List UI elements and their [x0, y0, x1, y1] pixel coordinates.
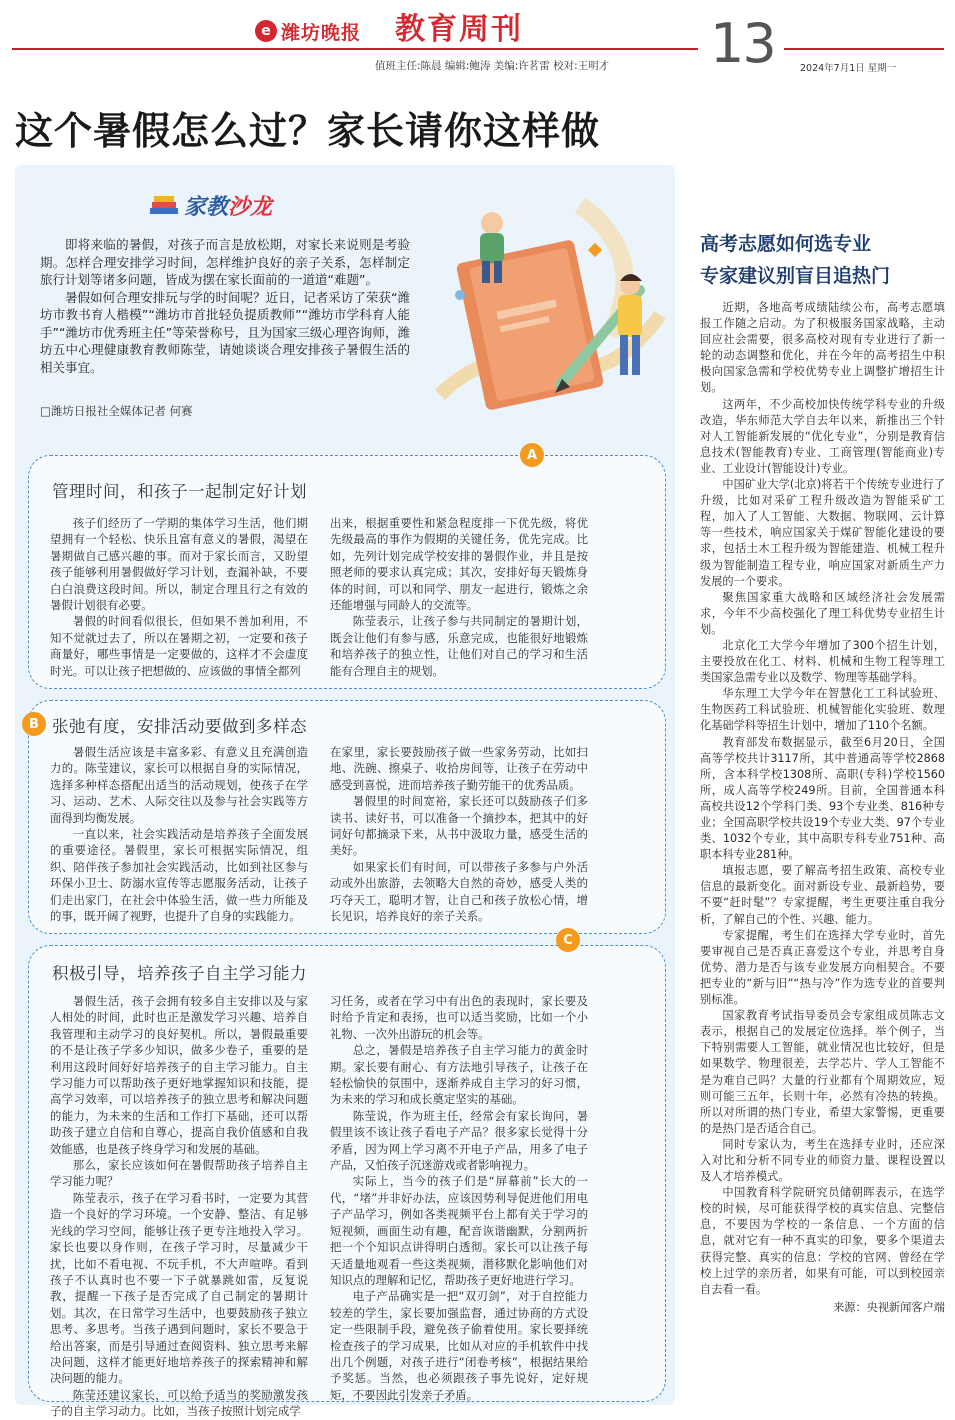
- section-c-columns: [50, 993, 588, 1420]
- newspaper-logo: [255, 16, 361, 46]
- sidebar-title-line-1: 高考志愿如何选专业: [700, 233, 872, 255]
- section-name: 教育周刊: [395, 12, 523, 47]
- issue-date: 2024年7月1日 星期一: [800, 63, 897, 74]
- intro-paragraph: 即将来临的暑假，对孩子而言是放松期，对家长来说则是考验期。怎样合理安排学习时间，怎样维护良好的亲子关系，怎样制定旅行计划等诸多问题，皆成为摆在家长面前的一道道“难题”。: [40, 237, 410, 287]
- section-c-title: 积极引导，培养孩子自主学习能力: [52, 964, 307, 983]
- sidebar-source: 来源：央视新闻客户端: [833, 1300, 945, 1314]
- column-tag: [150, 190, 272, 221]
- editor-credits: 值班主任:陈晨 编辑:鲍涛 美编:许茗雷 校对:王明才: [375, 60, 610, 72]
- section-b-columns: [50, 744, 588, 924]
- illustration-book-students: [430, 195, 665, 425]
- article-intro: [40, 236, 410, 376]
- page-number: 13: [710, 12, 775, 75]
- section-a-col-2: 出来，根据重要性和紧急程度排一下优先级，将优先级最高的事作为假期的关键任务，优先完成。比如，先列计划完成学校安排的暑假作业，并且是按照老师的要求认真完成；其次，安排好每天锻炼身体的时间，可以和同学、朋友一起进行，锻炼之余还能增强与同龄人的交流等。 陈莹表示，让孩子参与共同制定的暑期计划，既会让他们有参与感，乐意完成，也能很好地锻炼和培养孩子的独立性，让他们对自己的学习和生活能有合理自主的规划。: [330, 516, 588, 678]
- section-b-badge: B: [22, 712, 46, 736]
- section-c-col-1: 暑假生活，孩子会拥有较多自主安排以及与家人相处的时间，此时也正是激发学习兴趣、培养自我管理和主动学习的良好契机。所以，暑假最重要的不是让孩子学多少知识，做多少卷子，重要的是利用这段时间好好培养孩子的自主学习能力。自主学习能力可以帮助孩子更好地掌握知识和技能，提高学习效率，可以培养孩子的独立思考和解决问题的能力，为未来的生活和工作打下基础，还可以帮助孩子建立自信和自尊心，提高自我价值感和自我效能感，也是孩子终身学习和发展的基础。 那么，家长应该如何在暑假帮助孩子培养自主学习能力呢？ 陈莹表示，孩子在学习看书时，一定要为其营造一个良好的学习环境。一个安静、整洁、有足够光线的学习空间，能够让孩子更专注地投入学习。家长也要以身作则，在孩子学习时，尽量减少干扰，比如不看电视、不玩手机，不大声喧哗。看到孩子不认真时也不要一下子就暴跳如雷，反复说教，提醒一下孩子是否完成了自己制定的暑期计划。其次，在日常学习生活中，也要鼓励孩子独立思考、多思考。当孩子遇到问题时，家长不要急于给出答案，而是引导通过查阅资料、独立思考来解决问题，这样才能更好地培养孩子的探索精神和解决问题的能力。 陈莹还建议家长，可以给予适当的奖励激发孩子的自主学习动力。比如，当孩子按照计划完成学: [50, 994, 308, 1419]
- section-a-col-1: 孩子们经历了一学期的集体学习生活，他们期望拥有一个轻松、快乐且富有意义的暑假，渴望在暑期做自己感兴趣的事。而对于家长而言，又盼望孩子能够利用暑假做好学习计划，查漏补缺，不要白白浪费这段时间。所以，制定合理且行之有效的暑假计划很有必要。 暑假的时间看似很长，但如果不善加利用，不知不觉就过去了，所以在暑期之初，一定要和孩子商量好，哪些事情是一定要做的，这样才不会虚度时光。可以让孩子把想做的、应该做的事情全都列: [50, 516, 308, 678]
- section-c-col-2: 习任务，或者在学习中有出色的表现时，家长要及时给予肯定和表扬，也可以适当奖励，比如一个小礼物、一次外出游玩的机会等。 总之，暑假是培养孩子自主学习能力的黄金时期。家长要有耐心、有方法地引导孩子，让孩子在轻松愉快的氛围中，逐渐养成自主学习的好习惯，为未来的学习和成长奠定坚实的基础。 陈莹说，作为班主任，经常会有家长询问，暑假里该不该让孩子看电子产品？很多家长觉得十分矛盾，因为网上学习离不开电子产品，用多了电子产品，又怕孩子沉迷游戏或者影响视力。 实际上，当今的孩子们是“屏幕前”长大的一代，“堵”并非好办法，应该因势利导促进他们用电子产品学习，例如各类视频平台上都有关于学习的短视频，画面生动有趣，配音诙谐幽默，分割两折把一个个知识点讲得明白透彻。家长可以让孩子每天适量地观看一些这类视频，潜移默化影响他们对知识点的理解和记忆，帮助孩子更好地进行学习。 电子产品确实是一把“双刃剑”，对于自控能力较差的学生，家长要加强监督，通过协商的方式设定一些限制手段，避免孩子偷着使用。家长要择统检查孩子的学习成果，比如从对应的手机软件中找出几个例题，对孩子进行“闭卷考核”，根据结果给予奖惩。当然，也必须跟孩子事先说好，定好规矩，不要因此引发亲子矛盾。: [330, 994, 588, 1402]
- section-a-badge: A: [520, 443, 544, 467]
- section-b-title: 张弛有度，安排活动要做到多样态: [52, 717, 307, 736]
- newspaper-logo-icon: e: [255, 20, 277, 42]
- section-c-badge: C: [556, 928, 580, 952]
- sidebar-title-line-2: 专家建议别盲目追热门: [700, 265, 891, 287]
- intro-paragraph: 暑假如何合理安排玩与学的时间呢？近日，记者采访了荣获“潍坊市教书育人楷模”“潍坊市首批轻负提质教师”“潍坊市学科育人能手”“潍坊市优秀班主任”等荣誉称号，且为国家三级心理咨询师，潍坊五中心理健康教育教师陈莹，请她谈谈合理安排孩子暑假生活的相关事宜。: [40, 289, 410, 375]
- section-a-title: 管理时间，和孩子一起制定好计划: [52, 482, 307, 501]
- sidebar-article: [700, 228, 945, 1316]
- page-headline: 这个暑假怎么过？家长请你这样做: [15, 109, 601, 153]
- section-b-col-1: 暑假生活应该是丰富多彩、有意义且充满创造力的。陈莹建议，家长可以根据自身的实际情况，选择多种样态搭配出适当的活动规划，使孩子在学习、运动、艺术、人际交往以及参与社会实践等方面得到均衡发展。 一直以来，社会实践活动是培养孩子全面发展的重要途径。暑假里，家长可根据实际情况，组织、陪伴孩子参加社会实践活动，比如到社区参与环保小卫士、防溺水宣传等志愿服务活动，让孩子们走出家门，在社会中体验生活，做一些力所能及的事，既开阔了视野，也提升了自身的实践能力。: [50, 745, 308, 924]
- masthead-rule: [12, 48, 698, 50]
- sidebar-body: 近期，各地高考成绩陆续公布，高考志愿填报工作随之启动。为了积极服务国家战略，主动回应社会需要，很多高校对现有专业进行了新一轮的动态调整和优化，并在今年的高考招生中积极向国家急需和学校优势专业上调整扩增招生计划。 这两年，不少高校加快传统学科专业的升级改造，华东师范大学自去年以来，新推出三个针对人工智能新发展的“优化专业”，分别是教育信息技术(智能教育)专业、工商管理(智能商业)专业、工业设计(智能设计)专业。 中国矿业大学(北京)将若干个传统专业进行了升级，比如对采矿工程升级改造为智能采矿工程，加入了人工智能、大数据、物联网、云计算等一些技术，响应国家关于煤矿智能化建设的要求，包括土木工程升级为智能建造、机械工程升级为智能制造工程专业，响应国家对新质生产力发展的一个要求。 聚焦国家重大战略和区域经济社会发展需求，今年不少高校强化了理工科优势专业招生计划。 北京化工大学今年增加了300个招生计划，主要投放在化工、材料、机械和生物工程等理工类国家急需专业以及数学、物理等基础学科。 华东理工大学今年在智慧化工工科试验班、生物医药工科试验班、机械智能化实验班、数理化基础学科等招生计划中，增加了110个名额。 教育部发布数据显示，截至6月20日，全国高等学校共计3117所，其中普通高等学校2868所，含本科学校1308所、高职(专科)学校1560所，成人高等学校249所。目前，全国普通本科高校共设12个学科门类、93个专业类、816种专业；全国高职学校共设19个专业大类、97个专业类、1032个专业，其中高职专科专业751种、高职本科专业281种。 填报志愿，要了解高考招生政策、高校专业信息的最新变化。面对新设专业、最新趋势，要不要“赶时髦”？专家提醒，考生更要注重自我分析，了解自己的个性、兴趣、能力。 专家提醒，考生们在选择大学专业时，首先要审视自己是否真正喜爱这个专业，并思考自身优势、潜力是否与该专业发展方向相契合。不要把专业的“新与旧”“热与冷”作为选专业的首要判别标准。 国家教育考试指导委员会专家组成员陈志文表示，根据自己的发展定位选择。举个例子，当下特别需要人工智能，就业情况也比较好，但是如果数学、物理很差，去学芯片、学人工智能不是为难自己吗？大量的行业都有个周期效应，短则可能三五年，长则十年，必然有冷热的转换。所以对所谓的热门专业，希望大家警惕，更重要的是热门是否适合自己。 同时专家认为，考生在选择专业时，还应深入对比和分析不同专业的师资力量、课程设置以及人才培养模式。 中国教育科学院研究员储朝晖表示，在选学校的时候，尽可能获得学校的真实信息、完整信息，不要因为学校的一条信息、一个方面的信息，就对它有一种不真实的印象，要多个渠道去获得完整、真实的信息：学校的官网、曾经在学校上过学的亲历者，如果有可能，可以到校园亲自去看一看。 来源：央视新闻客户端: [700, 300, 945, 1316]
- books-icon: [150, 194, 180, 218]
- byline: □潍坊日报社全媒体记者 何赛: [40, 404, 193, 418]
- section-b-col-2: 在家里，家长要鼓励孩子做一些家务劳动，比如扫地、洗碗、擦桌子、收拾房间等，让孩子在劳动中感受到喜悦，进而培养孩子勤劳能干的优秀品质。 暑假里的时间宽裕，家长还可以鼓励孩子们多读书、读好书，可以准备一个摘抄本，把其中的好词好句都摘录下来，从书中汲取力量，感受生活的美好。 如果家长们有时间，可以带孩子多参与户外活动或外出旅游，去领略大自然的奇妙，感受人类的巧夺天工，聪明才智，让自己和孩子放松心情，增长见识，培养良好的亲子关系。: [330, 745, 588, 924]
- section-a-columns: [50, 515, 588, 679]
- masthead-rule-right: [784, 48, 944, 50]
- column-tag-text: 家教沙龙: [184, 195, 273, 220]
- paper-name: 潍坊晚报: [281, 21, 362, 44]
